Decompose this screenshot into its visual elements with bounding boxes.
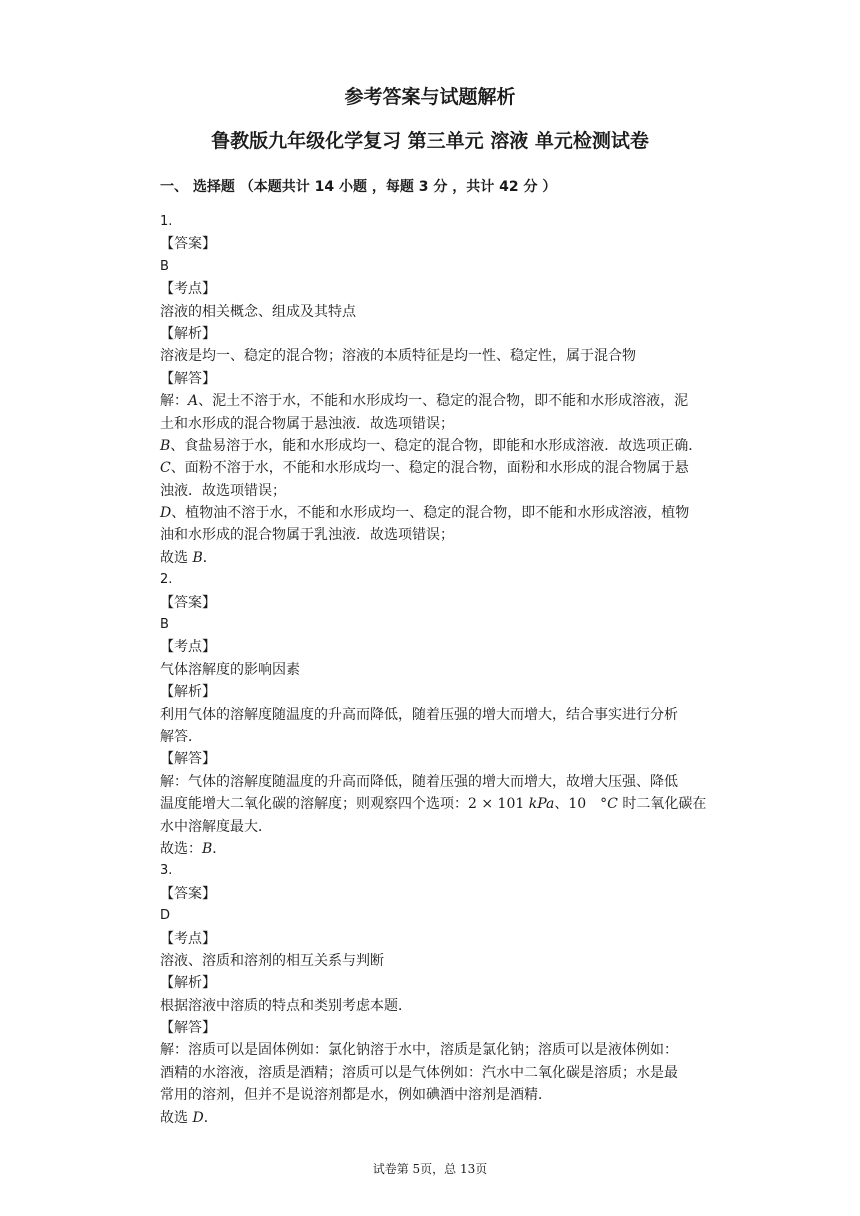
answer-value: B <box>160 617 169 633</box>
solution-line: 酒精的水溶液，溶质是酒精；溶质可以是气体例如：汽水中二氧化碳是溶质；水是最 <box>160 1064 678 1081</box>
solution-line: 常用的溶剂，但并不是说溶剂都是水，例如碘酒中溶剂是酒精． <box>160 1087 552 1104</box>
solution-line: 故选 D． <box>160 1109 218 1126</box>
solution-line: 水中溶解度最大． <box>160 818 272 835</box>
point-text: 溶液、溶质和溶剂的相互关系与判断 <box>160 952 384 969</box>
point-label: 【考点】 <box>160 281 216 298</box>
question-list <box>160 211 740 1129</box>
point-text: 溶液的相关概念、组成及其特点 <box>160 303 356 320</box>
analysis-text: 利用气体的溶解度随温度的升高而降低，随着压强的增大而增大，结合事实进行分析 <box>160 706 678 723</box>
answer-label: 【答案】 <box>160 885 216 902</box>
question-number: 2. <box>160 572 173 588</box>
answer-label: 【答案】 <box>160 236 216 253</box>
page-footer: 试卷第 5页，总 13页 <box>372 1162 488 1176</box>
analysis-label: 【解析】 <box>160 325 216 342</box>
solution-line: 土和水形成的混合物属于悬浊液．故选项错误； <box>160 415 454 432</box>
solution-line: 油和水形成的混合物属于乳浊液．故选项错误； <box>160 527 454 544</box>
analysis-label: 【解析】 <box>160 975 216 992</box>
solution-line: 温度能增大二氧化碳的溶解度；则观察四个选项：2 × 101 kPa、10 °C 时二氧化碳在 <box>160 796 707 813</box>
analysis-label: 【解析】 <box>160 684 216 701</box>
solution-line: 故选 B． <box>160 549 217 566</box>
solution-line: B、食盐易溶于水，能和水形成均一、稳定的混合物，即能和水形成溶液．故选项正确． <box>160 437 703 454</box>
point-label: 【考点】 <box>160 639 216 656</box>
solution-line: 解：溶质可以是固体例如：氯化钠溶于水中，溶质是氯化钠；溶质可以是液体例如： <box>160 1042 678 1059</box>
solution-line: 故选：B． <box>160 840 227 857</box>
solution-line: 浊液．故选项错误； <box>160 482 286 499</box>
question-number: 3. <box>160 863 173 879</box>
page-title: 参考答案与试题解析 <box>344 86 516 108</box>
analysis-text: 解答． <box>160 728 202 745</box>
answer-label: 【答案】 <box>160 594 216 611</box>
solution-label: 【解答】 <box>160 751 216 768</box>
answer-value: D <box>160 908 171 924</box>
solution-line: C、面粉不溶于水，不能和水形成均一、稳定的混合物，面粉和水形成的混合物属于悬 <box>160 460 689 477</box>
solution-label: 【解答】 <box>160 370 216 387</box>
exam-title: 鲁教版九年级化学复习 第三单元 溶液 单元检测试卷 <box>211 130 649 152</box>
analysis-text: 溶液是均一、稳定的混合物；溶液的本质特征是均一性、稳定性，属于混合物 <box>160 348 636 365</box>
answer-value: B <box>160 258 169 274</box>
solution-line: D、植物油不溶于水，不能和水形成均一、稳定的混合物，即不能和水形成溶液，植物 <box>160 505 690 522</box>
solution-label: 【解答】 <box>160 1020 216 1037</box>
point-label: 【考点】 <box>160 930 216 947</box>
section-heading: 一、 选择题 （本题共计 14 小题 ，每题 3 分 ，共计 42 分 ） <box>160 179 557 195</box>
solution-line: 解：气体的溶解度随温度的升高而降低，随着压强的增大而增大，故增大压强、降低 <box>160 773 678 790</box>
question-number: 1. <box>160 214 173 229</box>
solution-line: 解：A、泥土不溶于水，不能和水形成均一、稳定的混合物，即不能和水形成溶液，泥 <box>160 393 689 410</box>
analysis-text: 根据溶液中溶质的特点和类别考虑本题． <box>160 997 412 1014</box>
point-text: 气体溶解度的影响因素 <box>160 661 300 678</box>
